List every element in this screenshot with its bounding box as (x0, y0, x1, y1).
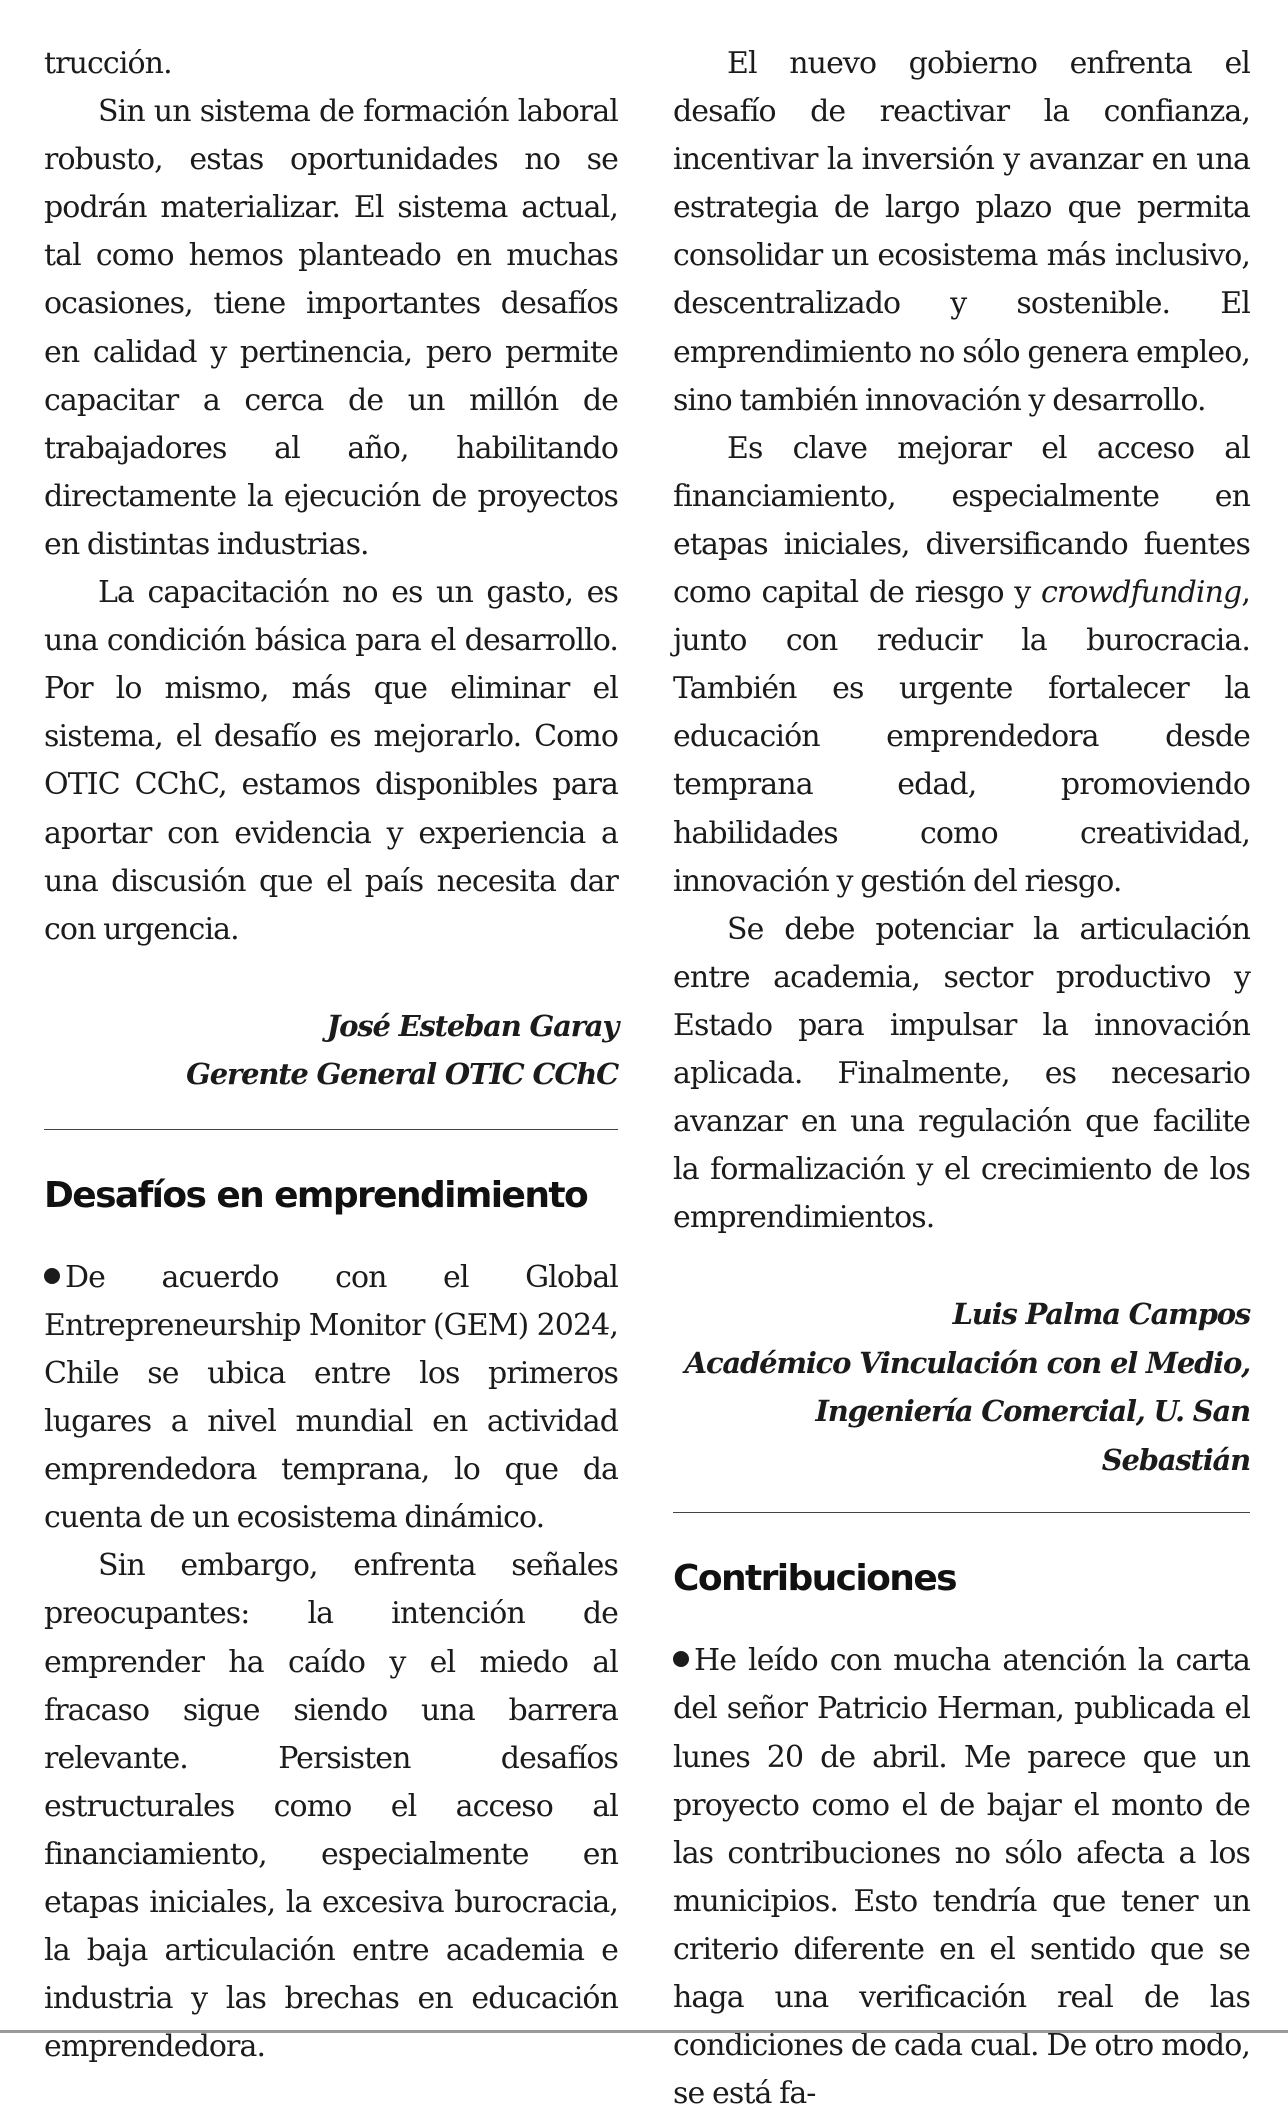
signature-name: José Esteban Garay (326, 1008, 618, 1043)
letter-paragraph: El nuevo gobierno enfrenta el desafío de reactivar la confianza, incentivar la inversión y avanzar en una estrategia de largo plazo que permita consolidar un ecosistema más inclusivo, descentralizado y sostenible. El emprendimiento no sólo genera empleo, sino también innovación y desarrollo. (673, 46, 1250, 418)
signature-title: Gerente General OTIC CChC (186, 1057, 618, 1092)
bullet-icon (44, 1268, 60, 1284)
spacer (44, 954, 618, 1002)
italic-term: crowdfunding (1041, 575, 1242, 611)
letter-paragraph: Sin embargo, enfrenta señales preocupantes: la intención de emprender ha caído y el miedo al fracaso sigue siendo una barrera relevante. Persisten desafíos estructurales como el acceso al financiamiento, especialmente en etapas iniciales, la excesiva burocracia, la baja articulación entre academia e industria y las brechas en educación emprendedora. (44, 1548, 618, 2065)
right-column (673, 40, 1250, 2118)
page-bottom-rule (0, 2030, 1288, 2033)
letter-paragraph: Se debe potenciar la articulación entre academia, sector productivo y Estado para impulsar la innovación aplicada. Finalmente, es necesario avanzar en una regulación que facilite la formalización y el crecimiento de los emprendimientos. (673, 911, 1250, 1236)
section-title: Contribuciones (673, 1558, 956, 1600)
letter-paragraph: Es clave mejorar el acceso al financiamiento, especialmente en etapas iniciales, diversificando fuentes como capital de riesgo y crowdfunding, junto con reducir la burocracia. También es urgente fortalecer la educación emprendedora desde temprana edad, promoviendo habilidades como creatividad, innovación y gestión del riesgo. (673, 430, 1250, 899)
letter-paragraph: De acuerdo con el Global Entrepreneurship Monitor (GEM) 2024, Chile se ubica entre los primeros lugares a nivel mundial en actividad emprendedora temprana, lo que da cuenta de un ecosistema dinámico. (44, 1259, 618, 1536)
left-column (44, 40, 618, 2071)
letter-paragraph: He leído con mucha atención la carta del señor Patricio Herman, publicada el lunes 20 de abril. Me parece que un proyecto como el de bajar el monto de las contribuciones no sólo afecta a los municipios. Esto tendría que tener un criterio diferente en el sentido que se haga una verificación real de las condiciones de cada cual. De otro modo, se está fa- (673, 1643, 1250, 2112)
section-title: Desafíos en emprendimiento (44, 1174, 588, 1216)
letter-paragraph: Sin un sistema de formación laboral robusto, estas oportunidades no se podrán materializar. El sistema actual, tal como hemos planteado en muchas ocasiones, tiene importantes desafíos en calidad y pertinencia, pero permite capacitar a cerca de un millón de trabajadores al año, habilitando directamente la ejecución de proyectos en distintas industrias. (44, 94, 618, 562)
signature-title: Académico Vinculación con el Medio, (684, 1345, 1250, 1380)
signature-name: Luis Palma Campos (952, 1297, 1250, 1332)
letter-paragraph: La capacitación no es un gasto, es una condición básica para el desarrollo. Por lo mismo, más que eliminar el sistema, el desafío es mejorarlo. Como OTIC CChC, estamos disponibles para aportar con evidencia y experiencia a una discusión que el país necesita dar con urgencia. (44, 575, 618, 947)
signature-title: Ingeniería Comercial, U. San Sebastián (815, 1394, 1250, 1477)
letter-continuation: trucción. (44, 46, 172, 81)
bullet-icon (673, 1651, 689, 1667)
